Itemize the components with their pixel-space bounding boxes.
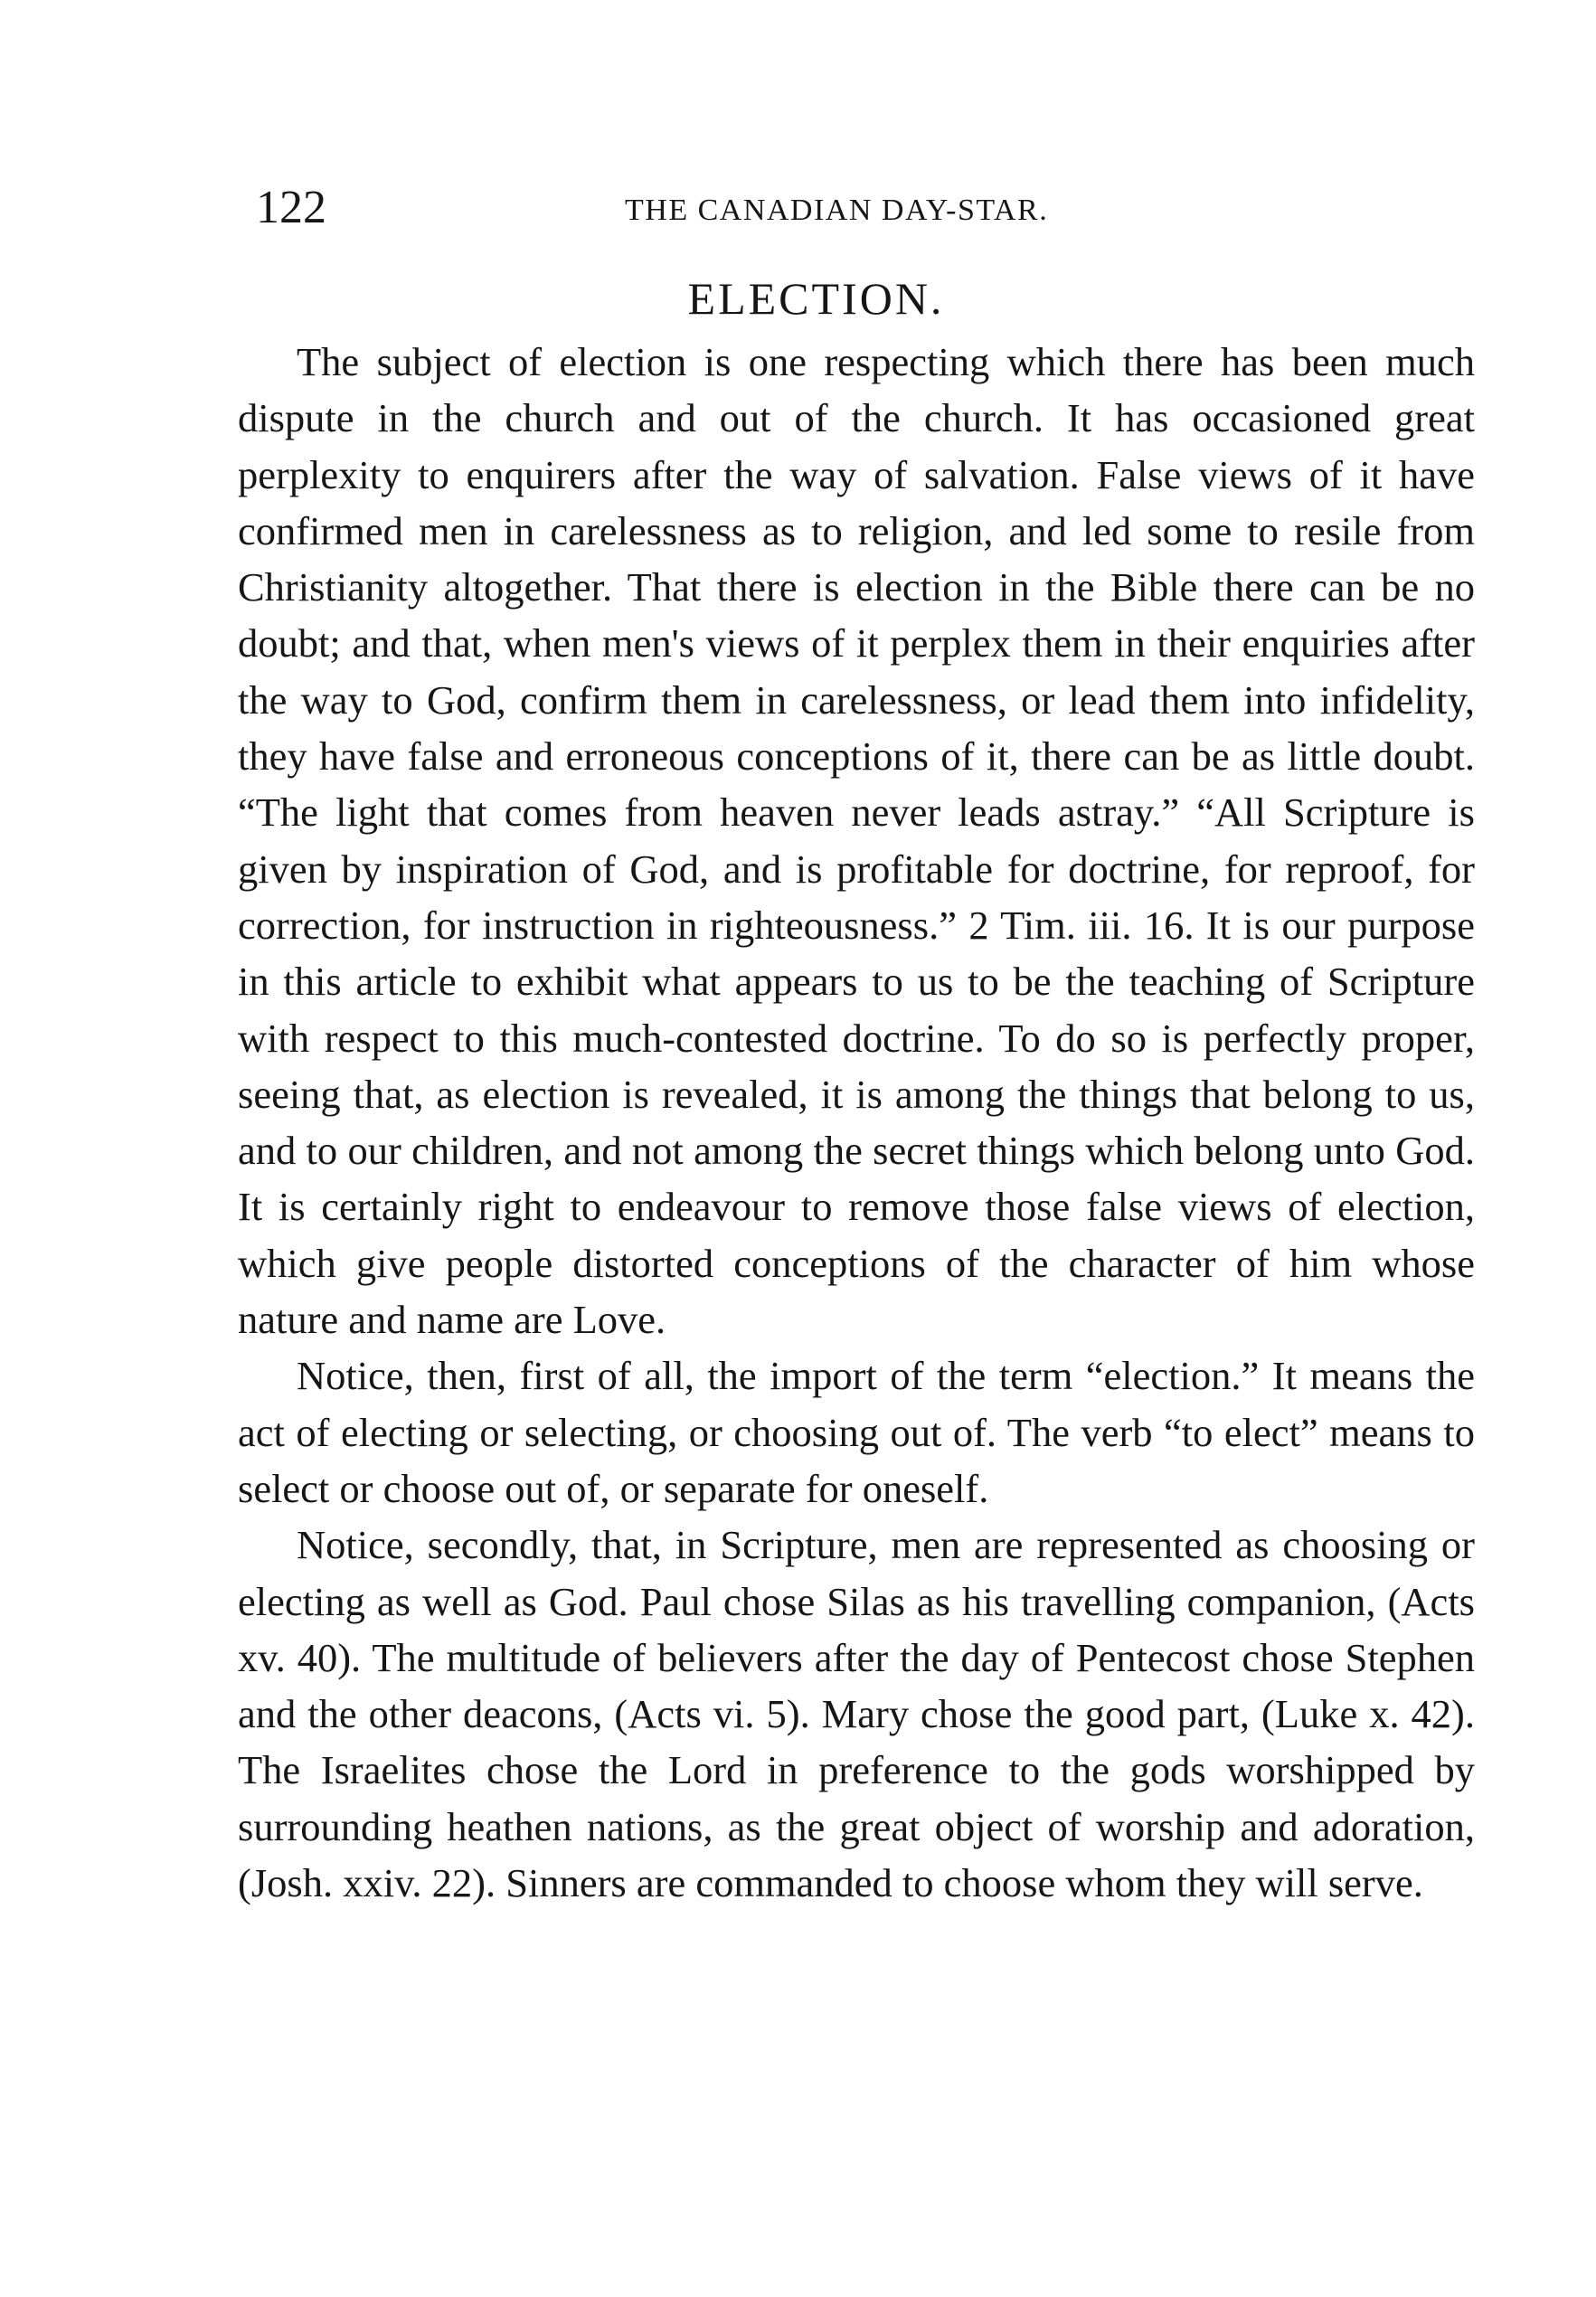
journal-title: THE CANADIAN DAY-STAR.	[625, 194, 1049, 227]
article-body	[238, 334, 1475, 1911]
paragraph: The subject of election is one respecting which there has been much dispute in the church and out of the church. It has occasioned great perplexity to enquirers after the way of salvation. False views of it have confirmed men in carelessness as to religion, and led some to resile from Christianity altogether. That there is election in the Bible there can be no doubt; and that, when men's views of it perplex them in their enquiries after the way to God, confirm them in carelessness, or lead them into infidelity, they have false and erroneous conceptions of it, there can be as little doubt. “The light that comes from heaven never leads astray.” “All Scripture is given by inspiration of God, and is profitable for doctrine, for reproof, for correction, for instruction in righteousness.” 2 Tim. iii. 16. It is our purpose in this article to exhibit what appears to us to be the teaching of Scripture with respect to this much-contested doctrine. To do so is perfectly proper, seeing that, as election is revealed, it is among the things that belong to us, and to our children, and not among the secret things which belong unto God. It is certainly right to endeavour to remove those false views of election, which give people distorted conceptions of the character of him whose nature and name are Love.	[238, 339, 1475, 1343]
running-head	[256, 181, 1486, 235]
paragraph: Notice, secondly, that, in Scripture, men are represented as choosing or electing as well as God. Paul chose Silas as his travelling companion, (Acts xv. 40). The multitude of believers after the day of Pentecost chose Stephen and the other deacons, (Acts vi. 5). Mary chose the good part, (Luke x. 42). The Israelites chose the Lord in preference to the gods worshipped by surrounding heathen nations, as the great object of worship and adoration, (Josh. xxiv. 22). Sinners are commanded to choose whom they will serve.	[238, 1522, 1475, 1906]
paragraph: Notice, then, first of all, the import of the term “election.” It means the act of electing or selecting, or choosing out of. The verb “to elect” means to select or choose out of, or separate for oneself.	[238, 1353, 1475, 1511]
page-number: 122	[256, 182, 326, 233]
article-title: ELECTION.	[687, 273, 945, 324]
